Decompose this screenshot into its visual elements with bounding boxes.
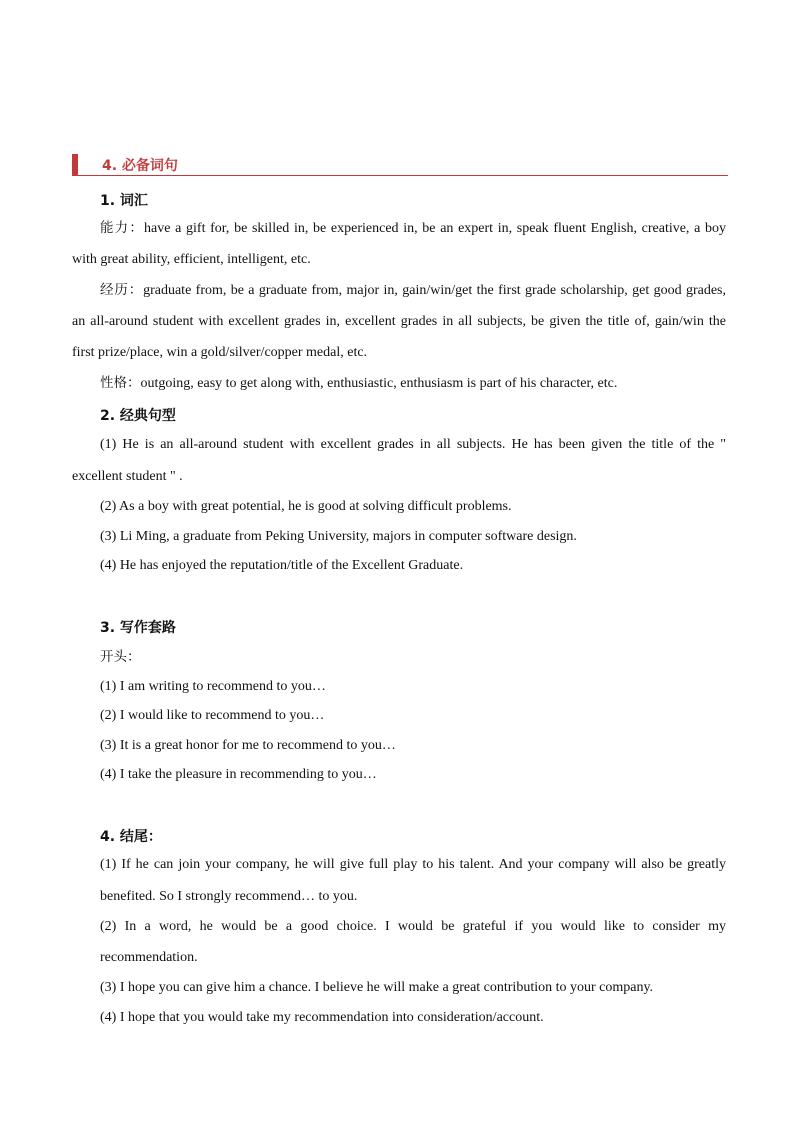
sentence-1-line-2: excellent student " . bbox=[72, 469, 183, 484]
section-header bbox=[72, 152, 728, 176]
character-text-1: outgoing, easy to get along with, enthusiastic, enthusiasm is part of his character, etc. bbox=[140, 376, 618, 391]
opening-2: (2) I would like to recommend to you… bbox=[100, 708, 325, 723]
ending-1-line-2: benefited. So I strongly recommend… to you. bbox=[100, 889, 358, 904]
ability-line-2: with great ability, efficient, intelligent, etc. bbox=[72, 252, 311, 267]
vocab-heading: 1. 词汇 bbox=[100, 193, 148, 209]
ending-2-line-1: (2) In a word, he would be a good choice. I would be grateful if you would like to consider my bbox=[100, 919, 726, 934]
routine-heading: 3. 写作套路 bbox=[100, 620, 176, 636]
ending-1-line-1: (1) If he can join your company, he will give full play to his talent. And your company will also be greatly bbox=[100, 857, 726, 872]
sentence-4: (4) He has enjoyed the reputation/title of the Excellent Graduate. bbox=[100, 558, 464, 573]
section-title: 4. 必备词句 bbox=[102, 158, 178, 174]
sentence-3: (3) Li Ming, a graduate from Peking University, majors in computer software design. bbox=[100, 529, 577, 544]
experience-text-1: graduate from, be a graduate from, major in, gain/win/get the first grade scholarship, get good grades, bbox=[143, 283, 726, 298]
experience-label: 经历： bbox=[100, 282, 144, 298]
sentence-2: (2) As a boy with great potential, he is good at solving difficult problems. bbox=[100, 499, 512, 514]
ability-text-1: have a gift for, be skilled in, be experienced in, be an expert in, speak fluent English, creative, a boy bbox=[144, 221, 727, 236]
ending-2-line-2: recommendation. bbox=[100, 950, 198, 965]
ending-heading: 4. 结尾： bbox=[100, 829, 162, 845]
sentence-1-line-1: (1) He is an all-around student with excellent grades in all subjects. He has been given the title of the " bbox=[100, 437, 726, 452]
opening-1: (1) I am writing to recommend to you… bbox=[100, 679, 326, 694]
ability-line-1 bbox=[100, 219, 726, 238]
character-label: 性格： bbox=[100, 375, 141, 391]
experience-line-1 bbox=[100, 281, 726, 300]
character-line-1 bbox=[100, 374, 617, 393]
ending-4: (4) I hope that you would take my recommendation into consideration/account. bbox=[100, 1010, 544, 1025]
opening-3: (3) It is a great honor for me to recommend to you… bbox=[100, 738, 396, 753]
ending-3: (3) I hope you can give him a chance. I believe he will make a great contribution to your company. bbox=[100, 980, 654, 995]
section-marker-bar bbox=[72, 154, 78, 176]
opening-label: 开头： bbox=[100, 649, 141, 665]
experience-line-2: an all-around student with excellent grades in, excellent grades in all subjects, be given the title of, gain/win the bbox=[72, 314, 726, 329]
section-underline bbox=[72, 175, 728, 176]
opening-4: (4) I take the pleasure in recommending to you… bbox=[100, 767, 377, 782]
ability-label: 能力： bbox=[100, 220, 145, 236]
sentences-heading: 2. 经典句型 bbox=[100, 408, 176, 424]
experience-line-3: first prize/place, win a gold/silver/copper medal, etc. bbox=[72, 345, 368, 360]
